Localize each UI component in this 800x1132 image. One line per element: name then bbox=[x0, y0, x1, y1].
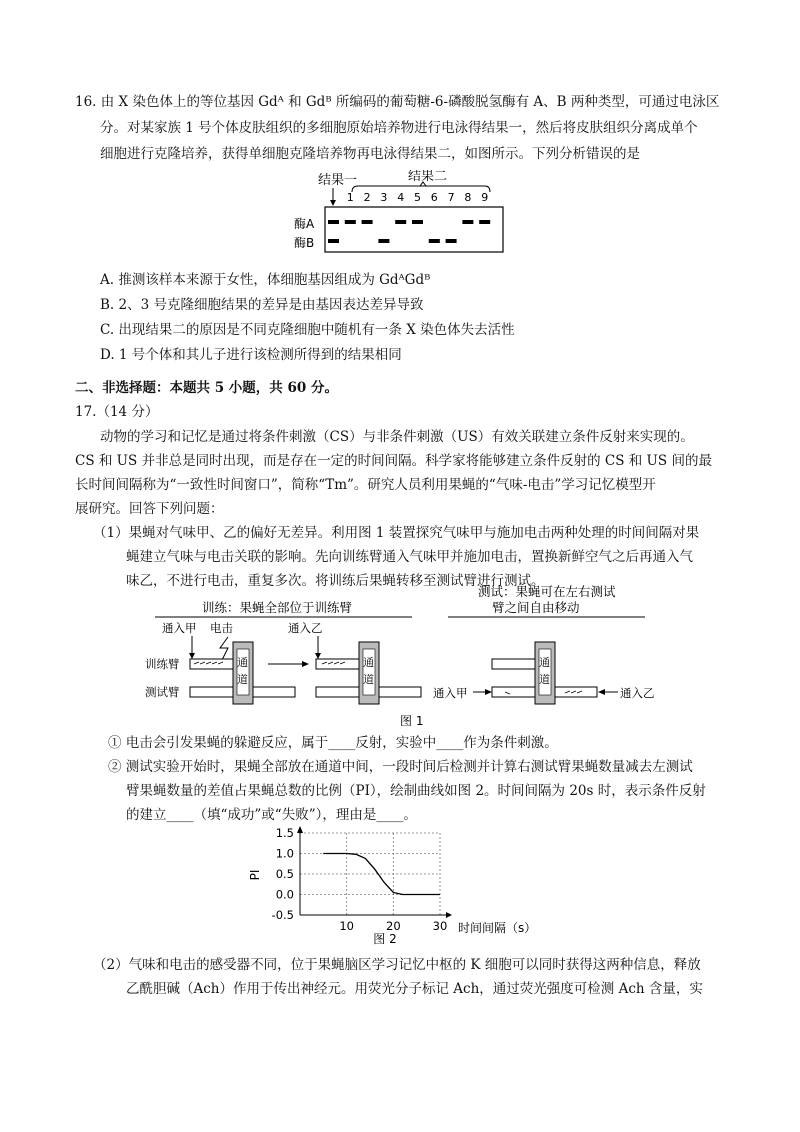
q17-part1-2: 蝇建立气味与电击关联的影响。先向训练臂通入气味甲并施加电击，置换新鲜空气之后再通入气 bbox=[126, 549, 693, 565]
q16-line2: 分。对某家族 1 号个体皮肤组织的多细胞原始培养物进行电泳得结果一，然后将皮肤组织分离成单个 bbox=[100, 120, 698, 136]
y-axis-arrow bbox=[297, 826, 303, 833]
row-a-label: 酶A bbox=[294, 217, 315, 231]
q17-sub1: ① 电击会引发果蝇的躲避反应，属于____反射，实验中____作为条件刺激。 bbox=[108, 735, 558, 751]
x-axis-arrow bbox=[446, 912, 452, 918]
figure2-pi-chart bbox=[245, 825, 565, 950]
q16-option-c: C. 出现结果二的原因是不同克隆细胞中随机有一条 X 染色体失去活性 bbox=[100, 322, 515, 338]
q17-number: 17.（14 分） bbox=[75, 404, 159, 420]
q16-line3: 细胞进行克隆培养，获得单细胞克隆培养物再电泳得结果二，如图所示。下列分析错误的是 bbox=[100, 146, 640, 162]
band-enzyme-b bbox=[446, 239, 457, 243]
q16-line1: 16. 由 X 染色体上的等位基因 Gdᴬ 和 Gdᴮ 所编码的葡萄糖-6-磷酸脱氢酶有 A、B 两种类型，可通过电泳区 bbox=[75, 94, 720, 110]
band-enzyme-a bbox=[395, 220, 406, 224]
in-jia-label: 通入甲 bbox=[162, 621, 197, 635]
lane-number: 3 bbox=[380, 191, 388, 204]
q17-intro-2: CS 和 US 并非总是同时出现，而是存在一定的时间间隔。科学家将能够建立条件反射的 CS 和 US 间的最 bbox=[75, 453, 712, 469]
y-tick-label: 1.5 bbox=[275, 826, 294, 840]
svg-text:道: 道 bbox=[539, 673, 550, 686]
band-enzyme-a bbox=[462, 220, 473, 224]
result2-label: 结果二 bbox=[408, 170, 448, 184]
in-jia-test-label: 通入甲 bbox=[433, 686, 468, 700]
lane-number: 2 bbox=[363, 191, 371, 204]
figure2-caption: 图 2 bbox=[373, 932, 397, 946]
train-caption: 训练：果蝇全部位于训练臂 bbox=[202, 600, 353, 615]
electrophoresis-gel-figure bbox=[290, 170, 520, 260]
band-enzyme-a bbox=[362, 220, 373, 224]
svg-text:道: 道 bbox=[363, 673, 374, 686]
x-tick-label: 30 bbox=[432, 919, 448, 933]
figure1-caption: 图 1 bbox=[400, 714, 424, 728]
x-tick-label: 10 bbox=[339, 919, 354, 933]
band-enzyme-b bbox=[429, 239, 440, 243]
band-enzyme-a bbox=[412, 220, 423, 224]
y-tick-label: -0.5 bbox=[271, 908, 294, 922]
section-heading: 二、非选择题：本题共 5 小题，共 60 分。 bbox=[75, 380, 338, 396]
q17-sub2-1: ② 测试实验开始时，果蝇全部放在通道中间，一段时间后检测并计算右测试臂果蝇数量减去左测试 bbox=[108, 759, 693, 775]
q17-intro-1: 动物的学习和记忆是通过将条件刺激（CS）与非条件刺激（US）有效关联建立条件反射来实现的。 bbox=[100, 429, 694, 445]
y-tick-label: 0.5 bbox=[275, 867, 294, 881]
band-enzyme-b bbox=[378, 239, 389, 243]
lane-number: 4 bbox=[397, 191, 405, 204]
q17-part2-2: 乙酰胆碱（Ach）作用于传出神经元。用荧光分子标记 Ach，通过荧光强度可检测 Ach 含量，实 bbox=[126, 981, 703, 997]
test-arm-label: 测试臂 bbox=[145, 685, 180, 699]
lane-number: 8 bbox=[464, 191, 472, 204]
in-yi-label: 通入乙 bbox=[288, 621, 323, 635]
q16-option-d: D. 1 号个体和其儿子进行该检测所得到的结果相同 bbox=[100, 347, 402, 363]
channel-char-1: 通 bbox=[237, 656, 248, 669]
lightning-icon bbox=[220, 637, 228, 660]
test-caption-2: 臂之间自由移动 bbox=[492, 600, 580, 615]
in-yi-test-label: 通入乙 bbox=[620, 686, 655, 700]
row-b-label: 酶B bbox=[294, 236, 315, 250]
q17-intro-3: 长时间间隔称为“一致性时间窗口”，简称“Tm”。研究人员利用果蝇的“气味-电击”学习记忆模型开 bbox=[75, 477, 656, 493]
y-tick-label: 1.0 bbox=[275, 846, 294, 861]
x-tick-label: 20 bbox=[386, 919, 401, 933]
svg-text:通: 通 bbox=[539, 656, 550, 669]
band-enzyme-a bbox=[479, 220, 490, 224]
channel-char-2: 道 bbox=[237, 673, 248, 686]
lane-number: 6 bbox=[430, 191, 438, 204]
lane-number: 7 bbox=[447, 191, 455, 204]
lane-number: 9 bbox=[481, 191, 489, 204]
gel-frame bbox=[325, 207, 503, 252]
band-enzyme-a bbox=[345, 220, 356, 224]
arrow-right-icon bbox=[302, 661, 309, 667]
gel-bands bbox=[328, 220, 490, 243]
lane-number: 1 bbox=[346, 191, 354, 204]
lane-number: 5 bbox=[414, 191, 421, 204]
figure1-apparatus bbox=[140, 582, 670, 730]
result1-label: 结果一 bbox=[318, 173, 358, 188]
q17-part1-3: 味乙，不进行电击，重复多次。将训练后果蝇转移至测试臂进行测试。 bbox=[126, 573, 545, 589]
q17-sub2-3: 的建立____（填“成功”或“失败”），理由是____。 bbox=[126, 807, 417, 823]
svg-text:通: 通 bbox=[363, 656, 374, 669]
q16-option-a: A. 推测该样本来源于女性，体细胞基因组成为 GdᴬGdᴮ bbox=[100, 272, 431, 288]
lane-numbers bbox=[347, 191, 488, 204]
y-axis-label: PI bbox=[248, 869, 262, 881]
x-axis-label: 时间间隔（s） bbox=[458, 921, 537, 935]
q17-part2-1: （2）气味和电击的感受器不同，位于果蝇脑区学习记忆中枢的 K 细胞可以同时获得这两种信息，释放 bbox=[93, 957, 701, 973]
train-arm-label: 训练臂 bbox=[145, 657, 180, 671]
y-tick-label: 0.0 bbox=[275, 887, 294, 902]
q17-intro-4: 展研究。回答下列问题： bbox=[75, 501, 224, 517]
band-enzyme-a bbox=[328, 220, 339, 224]
shock-label: 电击 bbox=[210, 621, 233, 635]
q17-part1-1: （1）果蝇对气味甲、乙的偏好无差异。利用图 1 装置探究气味甲与施加电击两种处理的时间间隔对果 bbox=[93, 525, 700, 541]
q17-sub2-2: 臂果蝇数量的差值占果蝇总数的比例（PI），绘制曲线如图 2。时间间隔为 20s 时，表示条件反射 bbox=[126, 783, 706, 799]
band-enzyme-b bbox=[328, 239, 339, 243]
q16-option-b: B. 2、3 号克隆细胞结果的差异是由基因表达差异导致 bbox=[100, 297, 424, 313]
test-caption-1: 测试：果蝇可在左右测试 bbox=[478, 584, 616, 599]
